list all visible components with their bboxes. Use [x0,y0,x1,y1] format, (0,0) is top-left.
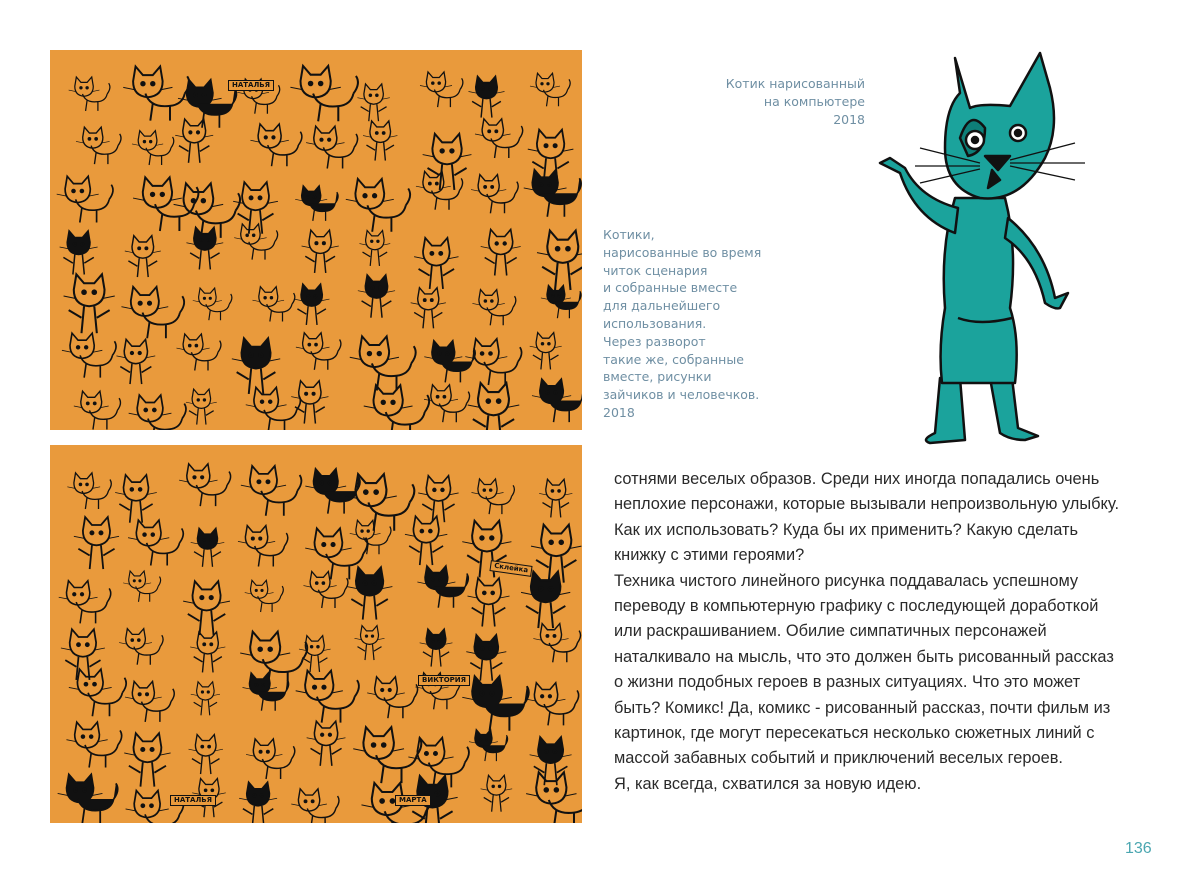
cat-doodle [420,72,463,107]
cat-doodle [128,520,183,565]
cat-doodle [243,673,289,711]
caption-line: для дальнейшего [603,298,721,314]
cat-doodle [186,227,223,269]
cat-doodle [129,395,186,430]
cat-sketches-top-image [50,50,582,430]
cat-doodle [481,775,513,811]
cat-doodle [306,126,357,168]
cat-sketches-bottom-image [50,445,582,823]
cat-doodle [423,134,472,190]
cat-doodle [468,578,510,626]
cat-doodle [183,581,230,635]
cat-doodle [233,182,278,234]
cat-doodle [530,73,570,106]
sketch-cats-caption [603,226,761,422]
cat-doodle [239,782,277,823]
drawing-label: НАТАЛЬЯ [170,795,216,806]
cat-doodle [532,379,582,422]
drawing-label: Склейка [489,560,532,577]
cat-doodle [66,722,121,767]
cat-doodle [305,469,360,514]
caption-line: такие же, собранные [603,351,744,367]
cat-doodle [405,516,447,565]
cat-doodle [465,339,521,385]
cat-doodle [420,629,453,667]
caption-line: 2018 [603,404,635,420]
cat-doodle [353,727,421,783]
cat-doodle [418,476,458,522]
cat-doodle [175,119,213,163]
cat-doodle [193,288,232,320]
cat-doodle [346,179,410,232]
cat-doodle [74,391,121,429]
cat-doodle [60,231,98,275]
body-line: наталкивало на мысль, что это должен быть рисованный рассказ [614,647,1114,666]
caption-line: читок сценария [603,262,708,278]
cat-doodle [296,671,359,723]
caption-line: зайчиков и человечков. [603,387,760,403]
cat-doodle [295,186,338,221]
body-line: Я, как всегда, схватился за новую идею. [614,774,922,793]
teal-cat-illustration [860,48,1100,448]
cat-doodle [302,230,339,273]
cat-doodle [350,520,391,554]
cat-doodle [350,336,416,390]
cat-doodle [250,124,301,166]
cat-doodle [179,464,230,506]
cat-doodle [472,290,515,326]
cat-doodle [303,571,347,608]
cat-doodle [537,231,582,290]
cat-doodle [74,517,119,569]
cat-doodle [291,789,339,823]
cat-doodle [234,224,277,260]
cat-doodle [132,131,174,165]
cat-doodle [125,681,174,721]
cat-doodle [524,170,581,217]
cat-doodle [469,76,505,117]
cat-doodle [468,383,520,430]
cat-doodle [475,119,523,158]
cat-doodle [367,677,417,718]
cat-doodle [241,466,302,516]
caption-year: 2018 [833,111,865,127]
cat-doodle [526,772,582,823]
cat-doodle [424,385,470,422]
cat-doodle [189,735,223,775]
body-line: картинок, где могут пересекаться несколько сюжетных линий с [614,724,1095,743]
cat-doodle [416,171,463,209]
cat-doodle [245,580,284,612]
cat-sketches-panel-top [50,50,582,430]
cat-doodle [539,479,572,517]
body-line: массой забавных событий и приключений веселых героев. [614,749,1063,768]
drawing-label: НАТАЛЬЯ [228,80,274,91]
cat-doodle [307,721,346,766]
cat-doodle [186,389,217,424]
cat-doodle [69,77,110,111]
cat-doodle [472,479,515,514]
cat-doodle [471,175,518,214]
cat-doodle [59,581,111,624]
cat-doodle [123,66,189,120]
cat-doodle [174,183,240,238]
caption-line: использования. [603,315,707,331]
cat-doodle [541,285,581,318]
cat-doodle [125,236,161,277]
cat-doodle [124,733,170,786]
caption-line: вместе, рисунки [603,369,712,385]
drawing-label: ВИКТОРИЯ [418,675,470,686]
cat-doodle [363,121,397,161]
cat-doodle [359,231,390,266]
cat-doodle [116,339,155,384]
caption-line: Котики, [603,227,655,242]
cat-doodle [246,739,295,779]
cat-doodle [357,84,389,121]
cat-doodle [424,341,475,383]
caption-line: Котик нарисованный [725,76,865,91]
cat-doodle [252,287,294,322]
cat-doodle [191,528,225,567]
body-line: о жизни подобных героев в разных ситуациях. Что это может [614,673,1081,692]
body-line: Как их использовать? Куда бы их применить? Какую сделать [614,520,1079,539]
caption-line: нарисованные во время [603,244,762,260]
body-line: быть? Комикс! Да, комикс - рисованный рассказ, почти фильм из [614,698,1111,717]
cat-doodle [296,333,341,370]
cat-doodle [115,475,157,523]
cat-doodle [67,473,111,509]
cat-doodle [466,635,506,681]
cat-sketches-panel-bottom [50,445,582,823]
cat-doodle [408,738,469,788]
drawing-label: МАРТА [395,795,431,806]
cat-doodle [176,334,220,371]
cat-doodle [291,381,328,424]
body-line: или раскрашиванием. Обилие симпатичных персонажей [614,622,1047,641]
body-line: Техника чистого линейного рисунка поддавалась успешному [614,571,1079,590]
cat-doodle [411,288,446,328]
body-line: книжку с этими героями? [614,546,805,565]
body-line: неплохие персонажи, которые вызывали непроизвольную улыбку. [614,495,1120,514]
caption-line: Через разворот [603,333,706,349]
cat-doodle [530,333,562,370]
body-line: переводу в компьютерную графику с последующей доработкой [614,597,1099,616]
computer-cat-caption [726,75,865,128]
cat-doodle [246,387,301,430]
cat-doodle [119,629,163,665]
body-text [614,467,1119,797]
cat-doodle [238,526,288,567]
cat-doodle [232,338,280,394]
cat-doodle [299,636,331,672]
cat-doodle [64,274,115,333]
cat-doodle [462,676,528,731]
cat-doodle [76,127,121,164]
cat-doodle [347,567,393,619]
cat-doodle [355,626,385,661]
caption-line: на компьютере [763,93,865,109]
cat-doodle [290,66,358,121]
cat-doodle [190,632,225,672]
cat-doodle [294,284,330,325]
cat-doodle [121,287,184,338]
caption-line: и собранные вместе [603,280,738,296]
cat-doodle [123,571,161,602]
cat-doodle [62,333,116,377]
cat-doodle [58,774,118,823]
cat-doodle [57,176,113,222]
cat-doodle [469,729,508,761]
cat-doodle [358,275,395,318]
cat-doodle [481,230,521,276]
cat-doodle [191,682,220,716]
body-line: сотнями веселых образов. Среди них иногда попадались очень [614,470,1100,488]
cat-doodle [345,474,414,531]
cat-doodle [533,624,580,663]
cat-doodle [414,238,458,289]
cat-doodle [527,683,579,726]
cat-doodle [364,385,429,430]
page-number: 136 [1125,840,1152,857]
cat-doodle [417,566,468,608]
